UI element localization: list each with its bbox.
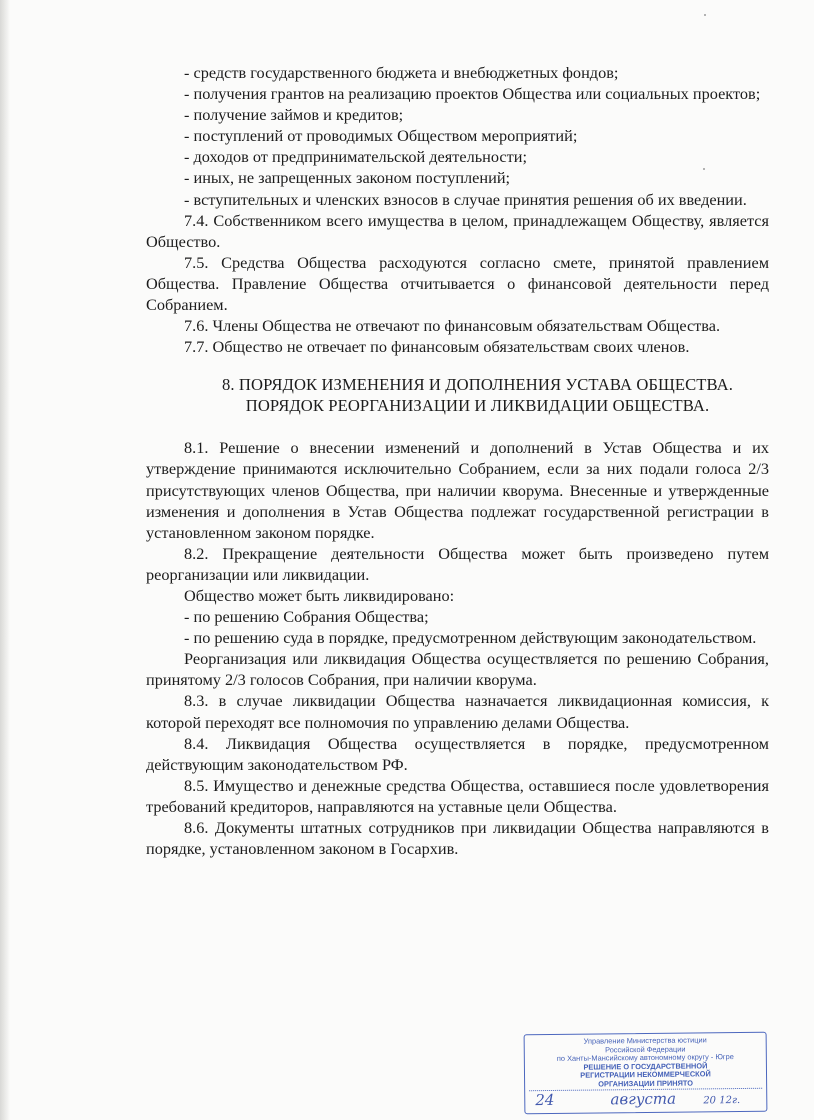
stamp-line-4: РЕШЕНИЕ О ГОСУДАРСТВЕННОЙ	[583, 1061, 708, 1072]
paragraph: 7.7. Общество не отвечает по финансовым обязательствам своих членов.	[184, 337, 690, 357]
stamp-date-year: 20 12г.	[703, 1095, 741, 1107]
paragraph: 8.5. Имущество и денежные средства Общества, оставшиеся после удовлетворения требований кредиторов, направляются на уставные цели Общества.	[146, 775, 769, 816]
section-heading-line-1: 8. ПОРЯДОК ИЗМЕНЕНИЯ И ДОПОЛНЕНИЯ УСТАВА ОБЩЕСТВА.	[222, 375, 733, 395]
stamp-line-3: по Ханты-Мансийскому автономному округу - Югре	[556, 1052, 734, 1064]
paragraph: - по решению суда в порядке, предусмотренном действующим законодательством.	[184, 628, 757, 648]
stamp-line-5: РЕГИСТРАЦИИ НЕКОММЕРЧЕСКОЙ	[580, 1069, 711, 1081]
paragraph: - доходов от предпринимательской деятельности;	[184, 147, 527, 167]
paragraph: - получения грантов на реализацию проектов Общества или социальных проектов;	[184, 84, 761, 104]
registration-stamp	[524, 1032, 768, 1115]
paragraph: - вступительных и членских взносов в случае принятия решения об их введении.	[184, 189, 747, 209]
paragraph-group-section-8	[146, 437, 769, 859]
stamp-line-6: ОРГАНИЗАЦИИ ПРИНЯТО	[598, 1078, 694, 1089]
paragraph: - поступлений от проводимых Обществом мероприятий;	[184, 126, 578, 146]
stamp-date-day: 24	[535, 1090, 555, 1110]
paragraph: 7.4. Собственником всего имущества в целом, принадлежащем Обществу, является Общество.	[146, 210, 769, 251]
section-heading-8	[146, 374, 769, 416]
paragraph: Реорганизация или ликвидация Общества осуществляется по решению Собрания, принятому 2/3 голосов Собрания, при наличии кворума.	[146, 649, 769, 690]
paragraph-group-section-7	[146, 62, 769, 357]
paragraph: Общество может быть ликвидировано:	[184, 585, 455, 605]
paragraph: - по решению Собрания Общества;	[184, 607, 429, 627]
paragraph: 8.1. Решение о внесении изменений и дополнений в Устав Общества и их утверждение принимаются исключительно Собранием, если за них подали голоса 2/3 присутствующих членов Общества, при наличии кворума. Внесенные и утвержденные изменения и дополнения в Устав Общества подлежат государственной регистрации в установленном законом порядке.	[146, 438, 769, 542]
paragraph: - средств государственного бюджета и внебюджетных фондов;	[184, 63, 619, 82]
stamp-line-2: Российской Федерации	[605, 1044, 686, 1055]
document-body	[146, 62, 769, 859]
scan-shadow-edge	[0, 0, 10, 1120]
paragraph: - получение займов и кредитов;	[184, 105, 404, 125]
paragraph: 7.6. Члены Общества не отвечают по финансовым обязательствам Общества.	[184, 316, 721, 336]
stamp-line-1: Управление Министерства юстиции	[583, 1035, 707, 1046]
section-heading-line-2: ПОРЯДОК РЕОРГАНИЗАЦИИ И ЛИКВИДАЦИИ ОБЩЕСТВА.	[245, 396, 710, 416]
paragraph: 8.6. Документы штатных сотрудников при ликвидации Общества направляются в порядке, установленном законом в Госархив.	[146, 818, 769, 859]
paragraph: 8.3. в случае ликвидации Общества назначается ликвидационная комиссия, к которой переходят все полномочия по управлению делами Общества.	[146, 691, 769, 732]
stamp-date	[529, 1088, 762, 1109]
paragraph: 7.5. Средства Общества расходуются согласно смете, принятой правлением Общества. Правление Общества отчитывается о финансовой деятельности перед Собранием.	[146, 252, 769, 315]
paragraph: 8.4. Ликвидация Общества осуществляется в порядке, предусмотренном действующим законодательством РФ.	[146, 733, 769, 774]
paragraph: - иных, не запрещенных законом поступлений;	[184, 168, 511, 188]
stamp-date-month: августа	[610, 1089, 677, 1109]
scan-speck	[704, 14, 706, 16]
paragraph: 8.2. Прекращение деятельности Общества может быть произведено путем реорганизации или ликвидации.	[146, 543, 769, 584]
